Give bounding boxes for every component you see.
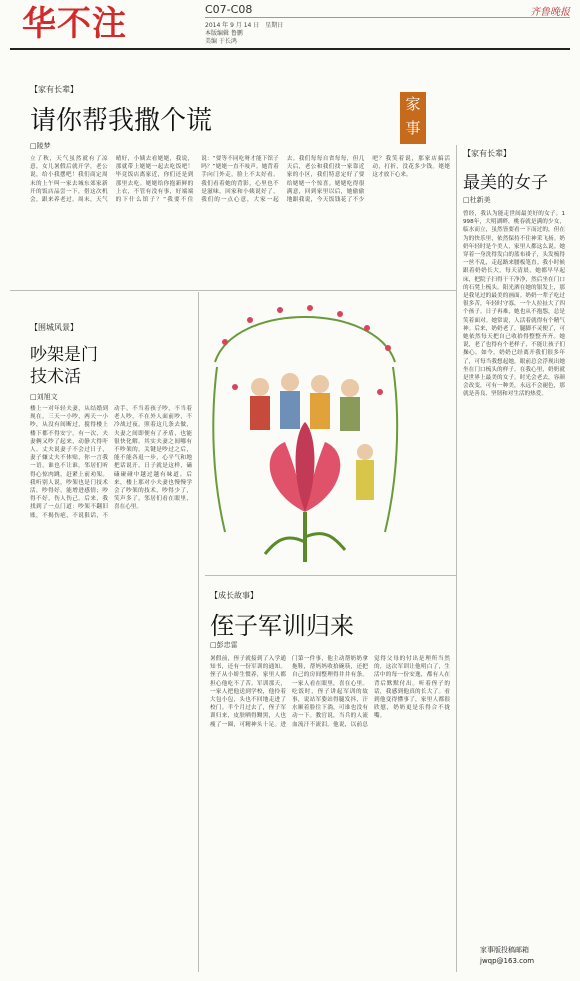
- article-byline: □刘旭文: [30, 393, 58, 401]
- submission-label: 家事版投稿邮箱: [480, 946, 529, 954]
- article-byline: □彭忠雷: [210, 641, 238, 649]
- newspaper-brand: 齐鲁晚报: [530, 7, 570, 18]
- submission-email[interactable]: jwqp@163.com: [480, 957, 535, 965]
- article-body: 立了秋，天气虽然就有了凉意，女儿暑假后就开学，老公说，给小我摆吧！我们商定周末的上午叫一家去城东郊家新开的饭店品尝一下，借这次机会，跟来养老过。周末，天气晴好，小姨去看姥姥，我说，那就带上姥姥一起去吃饭吧！毕竟饭店离家近，你们还是到那里去吃。姥姥给你抱新鲜的上衣，不管有没有事，好端端的下什么馆子？”我要不住说：“要等不同吃呀才能下馆子吗？”姥姥一直不吱声。她背着手向门外走，脸上不太好看。我们看着她的背影，心里也不是滋味，回家和小姨说好了，我们的一点心意，大家一起去。我们每每自省每每，但几天后，老公和我们找一家靠近家的小区，我们特意定好了要给姥姥一个惊喜。姥姥吃得很满意，回到家里以后，她偷偷地跟我说，今天饭钱花了不少吧？我笑着说，那家店搞活动，打折，没花多少钱。姥姥这才放下心来。: [30, 156, 450, 204]
- article-title-line2: 技术活: [30, 367, 81, 387]
- article-body: 暑假前，侄子就接到了入学通知书，还有一份军训的通知。侄子从小娇生惯养，家里人都担心他吃不了苦。军训那天，一家人把他送到学校，他拎着大包小包，头也不回地走进了校门。半个月过去了，侄子军训归来，皮肤晒得黝黑，人也瘦了一圈，可精神头十足。进门第一件事，他主动帮奶奶拿拖鞋，帮妈妈收拾碗筷，还把自己的房间整理得井井有条。一家人看在眼里，喜在心里。吃饭时，侄子讲起军训的故事，说站军姿站得腿发抖，汗水顺着脸往下淌，可谁也没有动一下。教官说，当兵的人流血流汗不流泪。他说，以前总觉得父母的付出是理所当然的，这次军训让他明白了，生活中的每一份安逸，都有人在背后默默付出。听着侄子的话，我感到他真的长大了。看到他变得懂事了，家里人都很欣慰，奶奶更是乐得合不拢嘴。: [210, 656, 450, 728]
- newspaper-section-logo: 华不注: [22, 4, 127, 44]
- masthead-rule: [10, 48, 570, 50]
- article-title: 侄子军训归来: [210, 612, 354, 640]
- section-label: 【围城风景】: [30, 323, 78, 332]
- header-divider: [205, 17, 570, 18]
- designer-credit: 美编 于长鸿: [205, 38, 237, 45]
- issue-date: 2014 年 9 月 14 日 星期日: [205, 22, 284, 29]
- section-label: 【成长故事】: [210, 591, 258, 600]
- column-divider: [198, 292, 199, 972]
- article-byline: □杜新美: [463, 196, 491, 204]
- article-body: 楼上一对年轻夫妻，从结婚到现在，三天一小吵，两天一小吵，从没有间断过，搅得楼上楼下都不得安宁。有一次，夫妻俩又吵了起来，动静大得吓人。丈夫说妻子不会过日子，妻子嫌丈夫不体贴，你一言我一语，谁也不让谁。邻居们听得心惊肉跳，赶紧上前劝架。我听别人说，吵架也是门技术活，吵得好，能增进感情；吵得不好，伤人伤己。后来，我找到了一点门道：吵架不翻旧账，不揭伤疤，不说狠话，不动手，不当着孩子吵，不当着老人吵，不在外人面前吵，不冷战过夜。照着这几条去做，夫妻之间即便有了矛盾，也能很快化解。其实夫妻之间哪有不吵架的，关键是吵过之后，能不能各退一步，心平气和地把话说开。日子就是这样，磕磕碰碰中越过越有味道。后来，楼上那对小夫妻也慢慢学会了吵架的技术，吵得少了，笑声多了，邻居们看在眼里，喜在心里。: [30, 406, 192, 519]
- article-title-line1: 吵架是门: [30, 345, 98, 365]
- illustration-family-flower: [205, 292, 405, 572]
- editor-credit: 本版编辑 鲁鹏: [205, 30, 243, 37]
- article-title: 最美的女子: [463, 173, 548, 193]
- page-range: C07-C08: [205, 3, 253, 16]
- section-divider: [10, 290, 456, 291]
- article-body: 曾经，我认为能走世间最美好的女子。1998年，大明湖畔，桃春就是满的少女，临水而立，虽然皆要看一下而过的，但在为的快乐里，依然保持不住神采飞扬。奶奶年轻时是个美人，家里人都这么说。她穿着一身洗得发白的蓝布褂子，头发梳得一丝不乱，走起路来腰板笔直。我小时候跟着奶奶长大，每天清晨，她都早早起床，把院子扫得干干净净，然后坐在门口的石凳上梳头。阳光洒在她的银发上，那是我见过的最美的画面。奶奶一辈子吃过很多苦，年轻时守寡，一个人拉扯大了四个孩子。日子再难，她也从不抱怨，总是笑着面对。她常说，人活着就得有个精气神。后来，奶奶老了，腿脚不灵便了，可她依然每天把自己收拾得整整齐齐。她说，老了也得有个老样子，不能让孩子们操心。如今，奶奶已经离开我们很多年了，可每当我想起她，眼前总会浮现出她坐在门口梳头的样子。在我心里，奶奶就是世界上最美的女子。时光会老去，容颜会改变，可有一种美，永远不会褪色，那就是善良、坚韧和对生活的热爱。: [463, 211, 565, 398]
- column-stamp: 家事: [400, 92, 426, 144]
- section-divider: [205, 575, 456, 576]
- column-divider: [456, 145, 457, 972]
- article-title: 请你帮我撒个谎: [30, 106, 213, 136]
- section-label: 【家有长辈】: [463, 149, 511, 158]
- article-byline: □陵梦: [30, 142, 51, 150]
- section-label: 【家有长辈】: [30, 85, 78, 94]
